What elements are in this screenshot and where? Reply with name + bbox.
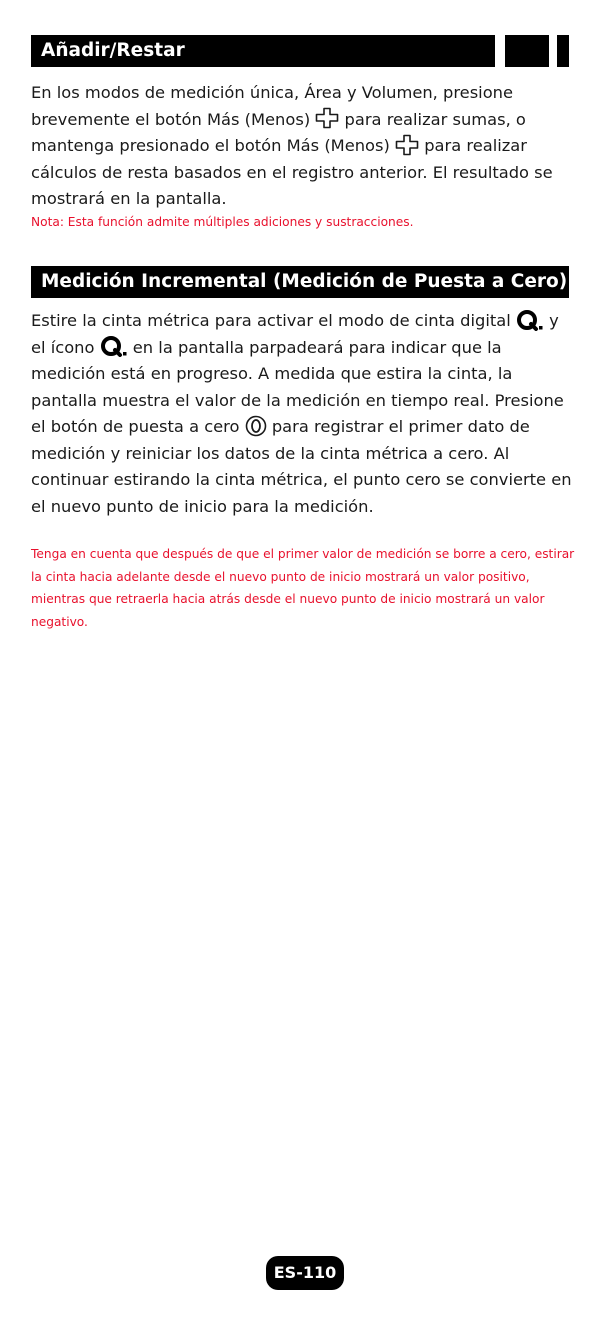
zero-button-icon <box>245 414 267 438</box>
add-subtract-note: Nota: Esta función admite múltiples adiciones y sustracciones. <box>31 215 414 229</box>
add-subtract-paragraph <box>31 80 576 213</box>
incremental-note: Tenga en cuenta que después de que el primer valor de medición se borre a cero, estirar la cinta hacia adelante desde el nuevo punto de inicio mostrará un valor positivo, mientras que retraerla hacia atrás desde el nuevo punto de inicio mostrará un valor negativo. <box>31 547 575 629</box>
incremental-paragraph <box>31 308 576 520</box>
plus-minus-icon <box>315 107 339 129</box>
incremental-text-2: y el ícono <box>31 311 559 357</box>
add-subtract-text-3: para realizar cálculos de resta basados en el registro anterior. El resultado se mostrará en la pantalla. <box>31 136 553 208</box>
section-title-incremental: Medición Incremental (Medición de Puesta a Cero) <box>31 266 569 298</box>
page-number-badge: ES-110 <box>266 1256 344 1290</box>
header-decoration-block <box>505 35 549 67</box>
incremental-text-1: Estire la cinta métrica para activar el modo de cinta digital <box>31 311 516 330</box>
header-decoration-bar <box>557 35 569 67</box>
add-subtract-text-1: En los modos de medición única, Área y Volumen, presione brevemente el botón Más (Menos) <box>31 83 513 129</box>
tape-mode-icon <box>516 309 544 331</box>
plus-minus-icon <box>395 134 419 156</box>
section-title-add-subtract: Añadir/Restar <box>31 35 495 67</box>
add-subtract-text-2: para realizar sumas, o mantenga presionado el botón Más (Menos) <box>31 109 526 155</box>
tape-mode-icon <box>100 335 128 357</box>
incremental-text-4: para registrar el primer dato de medición y reiniciar los datos de la cinta métrica a cero. Al continuar estirando la cinta métrica, el punto cero se convierte en el nuevo punto de inicio para la medición. <box>31 417 572 516</box>
incremental-text-3: en la pantalla parpadeará para indicar que la medición está en progreso. A medida que estira la cinta, la pantalla muestra el valor de la medición en tiempo real. Presione el botón de puesta a cero <box>31 337 564 436</box>
